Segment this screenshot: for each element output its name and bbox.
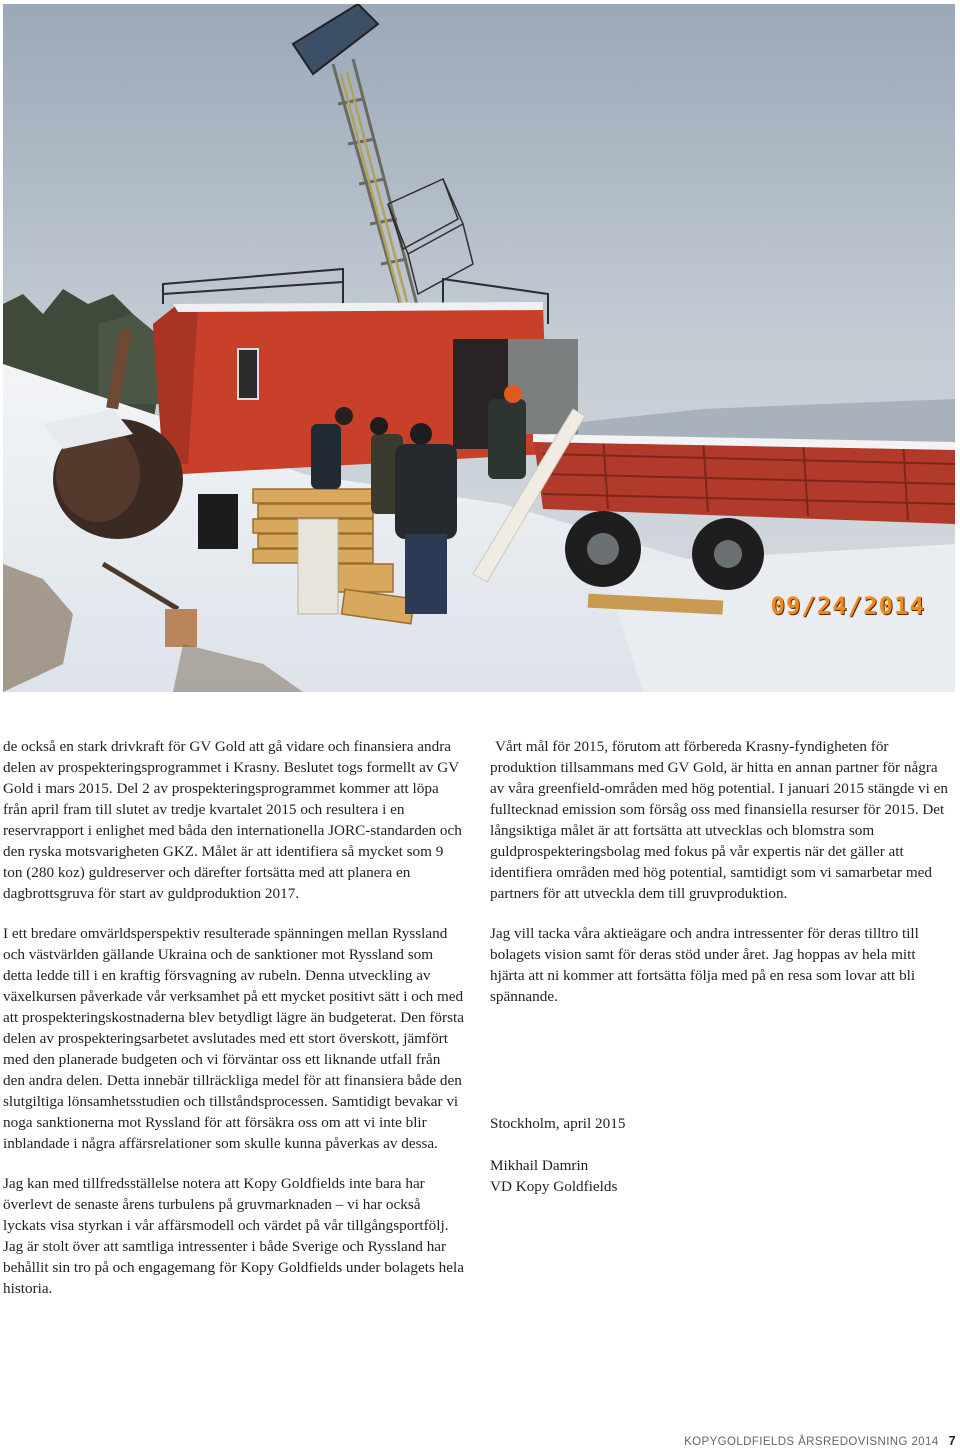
right-paragraph-2: Jag vill tacka våra aktieägare och andra intressenter för deras tilltro till bolagets vision samt för deras stöd under året. Jag hoppas av hela mitt hjärta att ni kommer att fortsätta följa med på en resa som lovar att bli spännande.	[490, 925, 919, 1005]
left-paragraph-3: Jag kan med tillfredsställelse notera att Kopy Goldfields inte bara har överlevt de senaste årens turbulens på gruvmarknaden – vi har också lyckats visa styrkan i vår affärsmodell och värdet på vår tillgångsportfölj. Jag är stolt över att samtliga intressenter i både Sverige och Ryssland har behållit sin tro på och engagemang för Kopy Goldfields under bolagets hela historia.	[3, 1175, 464, 1297]
footer-publication: KOPYGOLDFIELDS ÅRSREDOVISNING 2014	[684, 1436, 939, 1448]
right-paragraph-1: Vårt mål för 2015, förutom att förbereda Krasny-fyndigheten för produktion tillsammans med GV Gold, är hitta en annan partner för några av våra greenfield-områden med hög potential. I januari 2015 stängde vi en fulltecknad emission som försåg oss med finansiella resurser för 2015. Det långsiktiga målet är att fortsätta att utvecklas och blomstra som guldprospekteringsbolag med fokus på vår expertis när det gäller att identifiera områden med hög potential, samtidigt som vi samarbetar med partners för att utveckla dem till gruvproduktion.	[490, 738, 948, 902]
drilling-rig-photo	[3, 4, 955, 692]
right-text-column	[490, 736, 952, 1026]
signoff-title: VD Kopy Goldfields	[490, 1178, 618, 1195]
photo-date-stamp: 09/24/2014	[770, 592, 925, 620]
photo-illustration	[3, 4, 955, 692]
left-paragraph-1: de också en stark drivkraft för GV Gold att gå vidare och finansiera andra delen av prospekteringsprogrammet i Krasny. Beslutet togs formellt av GV Gold i mars 2015. Del 2 av prospekteringsprogrammet kommer att löpa från april fram till slutet av tredje kvartalet 2015 och resultera i en reservrapport i enlighet med båda den internationella JORC-standarden och den ryska motsvarigheten GKZ. Målet är att identifiera så mycket som 9 ton (280 koz) guldreserver och därefter fortsätta med att planera en dagbrottsgruva för start av guldproduktion 2017.	[3, 738, 462, 902]
page-footer	[684, 1434, 956, 1448]
page-number: 7	[948, 1434, 956, 1448]
left-text-column	[3, 736, 465, 1318]
signoff-block	[490, 1113, 910, 1197]
left-paragraph-2: I ett bredare omvärldsperspektiv resulterade spänningen mellan Ryssland och västvärlden gällande Ukraina och de sanktioner mot Ryssland som detta ledde till i en kraftig försvagning av rubeln. Denna utveckling av växelkursen påverkade vår verksamhet på ett mycket positivt sätt i och med att prospekteringskostnaderna blev betydligt lägre än budgeterat. Den första delen av prospekteringsarbetet avslutades med ett stort överskott, jämfört med den planerade budgeten och vi förväntar oss ett liknande utfall från den andra delen. Detta innebär tillräckliga medel för att finansiera både den slutgiltiga lönsamhetsstudien och tillståndsprocessen. Samtidigt bevakar vi noga sanktionerna mot Ryssland för att försäkra oss om att vi inte blir inblandade i några affärsrelationer som skulle kunna påverkas av dessa.	[3, 925, 464, 1152]
signoff-name: Mikhail Damrin	[490, 1157, 589, 1174]
signoff-place-date: Stockholm, april 2015	[490, 1115, 626, 1132]
